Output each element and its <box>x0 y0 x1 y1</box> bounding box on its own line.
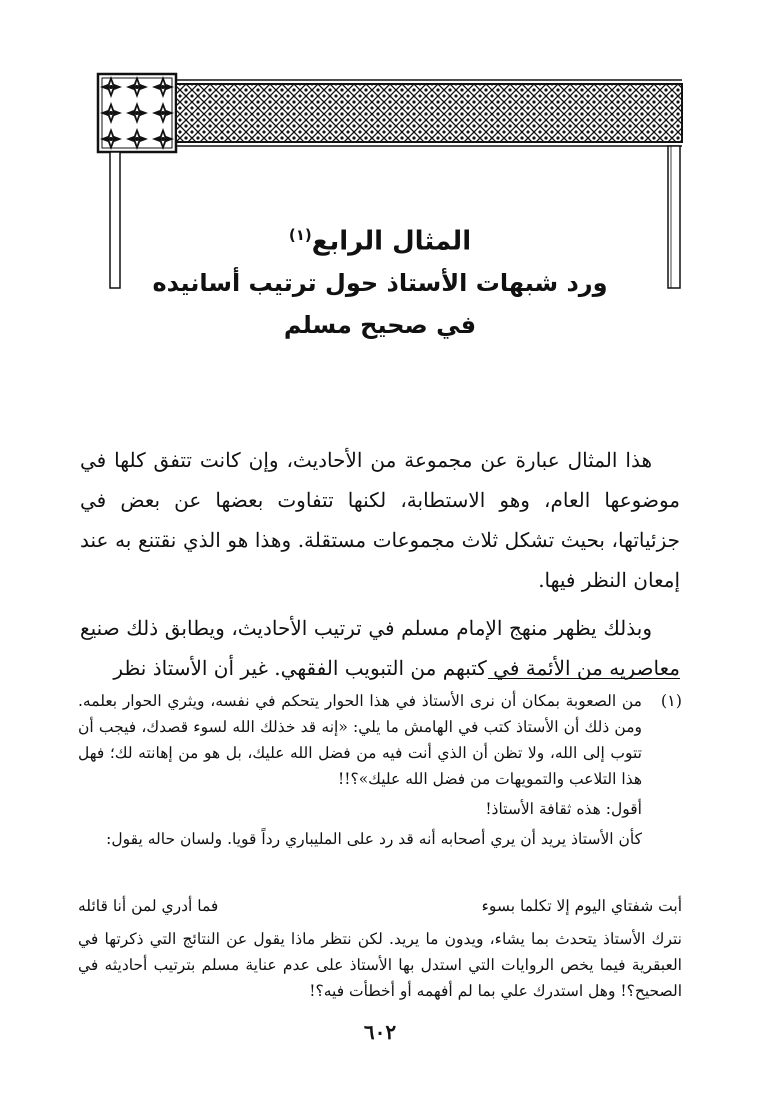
footnote-paragraph-4: نترك الأستاذ يتحدث بما يشاء، ويدون ما يريد. لكن نتظر ماذا يقول عن النتائج التي ذكرتها في العبقرية فيما يخص الروايات التي استدل بها الأستاذ على عدم عناية مسلم بترتيب أحاديثه في الصحيح؟! وهل استدرك علي بما لم أفهمه أو أخطأت فيه؟! <box>78 930 682 1000</box>
top-lattice-band <box>176 84 682 142</box>
footnote-separator <box>488 678 680 679</box>
chapter-subtitle-line2: في صحيح مسلم <box>283 310 477 339</box>
footnote-paragraph-2: أقول: هذه ثقافة الأستاذ! <box>485 800 642 818</box>
verse-first-hemistich: أبت شفتاي اليوم إلا تكلما بسوء <box>481 897 682 915</box>
poetry-verse <box>78 892 682 920</box>
footnote-paragraph-3: كأن الأستاذ يريد أن يري أصحابه أنه قد رد على المليباري رداً قويا. ولسان حاله يقول: <box>106 830 642 848</box>
footnote-paragraph-1: من الصعوبة بمكان أن نرى الأستاذ في هذا الحوار يتحكم في نفسه، ويثري الحوار بعلمه. ومن ذلك أن الأستاذ كتب في الهامش ما يلي: «إنه قد خذلك الله لسوء قصدك، فيجب أن تتوب إلى الله، ولا تظن أن الذي أنت فيه من فضل الله عليك، بل هو من إهانته لك؛ فهل هذا التلاعب والتمويهات من فضل الله عليك»؟!! <box>78 692 642 788</box>
right-post <box>668 146 680 288</box>
body-text <box>80 440 680 696</box>
corner-ornament <box>98 74 176 152</box>
page-number: ٦٠٢ <box>363 1020 397 1044</box>
footnote-text <box>78 688 642 856</box>
left-post <box>110 152 120 288</box>
footnote-number: (١) <box>660 691 682 710</box>
chapter-subtitle-line1: ورد شبهات الأستاذ حول ترتيب أسانيده <box>152 268 608 297</box>
body-paragraph-1: هذا المثال عبارة عن مجموعة من الأحاديث، وإن كانت تتفق كلها في موضوعها العام، وهو الاستطابة، لكنها تتفاوت بعضها عن بعض في جزئياتها، بحيث تشكل ثلاث مجموعات مستقلة. وهذا هو الذي نقتنع به عند إمعان النظر فيها. <box>80 448 680 592</box>
chapter-title: المثال الرابع$^{(١)}$ <box>288 226 472 257</box>
chapter-heading <box>130 215 630 346</box>
body-paragraph-2: وبذلك يظهر منهج الإمام مسلم في ترتيب الأحاديث، ويطابق ذلك صنيع معاصريه من الأئمة في كتبهم من التبويب الفقهي. غير أن الأستاذ نظر <box>80 616 680 680</box>
verse-second-hemistich: فما أدري لمن أنا قائله <box>78 897 219 915</box>
